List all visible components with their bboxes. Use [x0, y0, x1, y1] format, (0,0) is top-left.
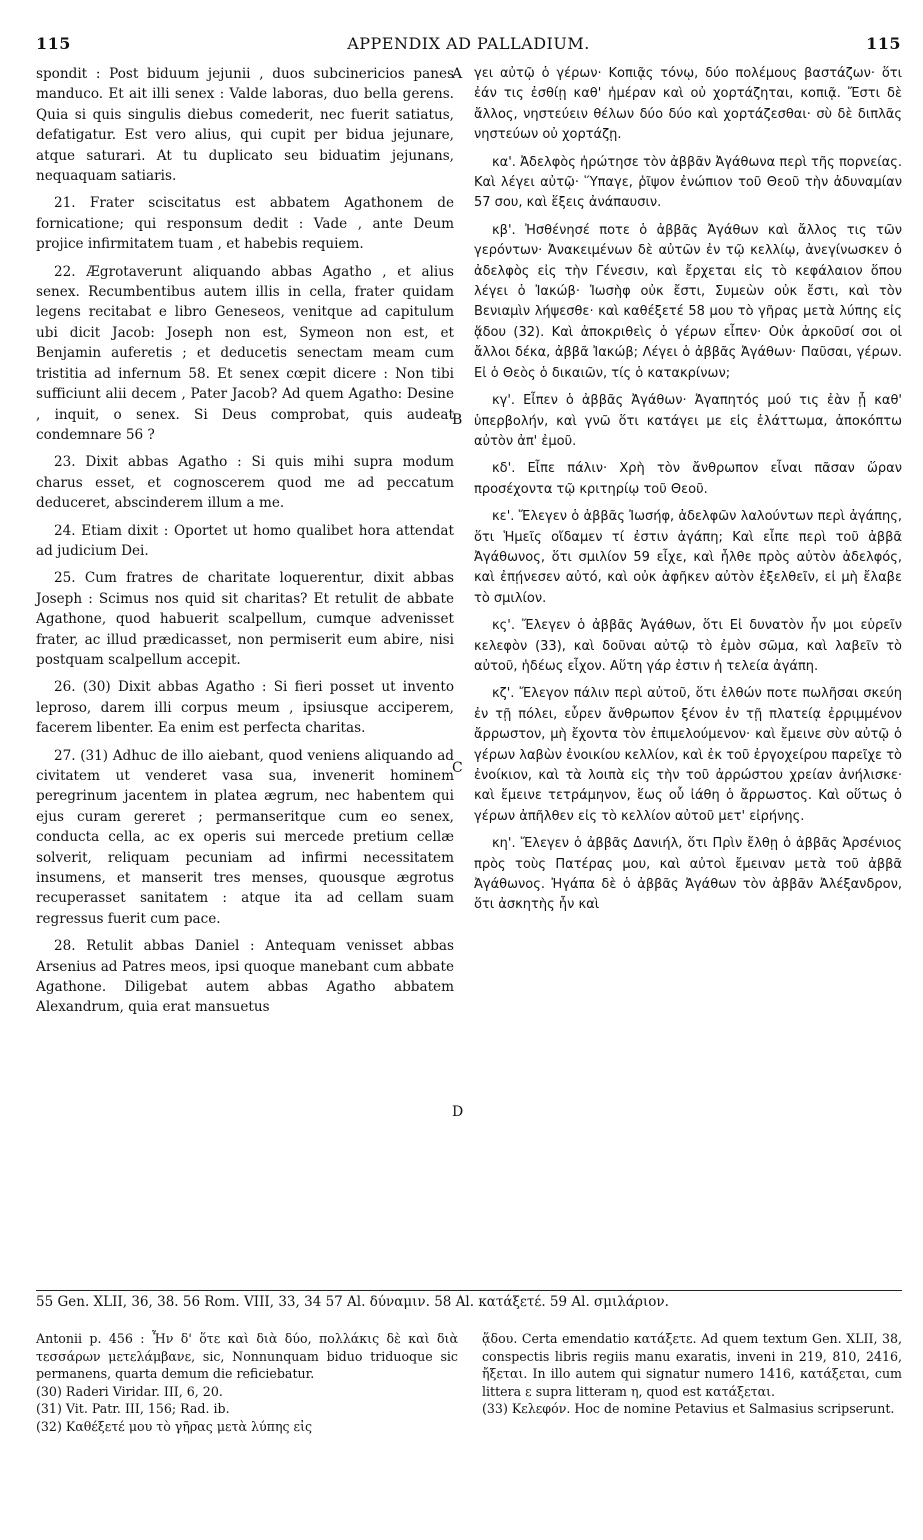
page-number-left: 115: [36, 34, 71, 53]
latin-paragraph: spondit : Post biduum jejunii , duos subcinericios panes manduco. Et ait illi senex : Valde laboras, duo bella gerens. Quia si quis singulis diebus comederit, nec fuerit satiatus, defatigatur. Est vero alius, qui cupit per bidua jejunare, atque saturari. At tu duplicato seu biduatim jejunans, nequaquam satiaris.: [36, 66, 454, 185]
greek-paragraph: κη'. Ἔλεγεν ὁ ἀββᾶς Δανιήλ, ὅτι Πρὶν ἔλθῃ ὁ ἀββᾶς Ἀρσένιος πρὸς τοὺς Πατέρας μου, καὶ αὐτοὶ ἔμειναν μετὰ τοῦ ἀββᾶ Ἀγάθωνος. Ἠγάπα δὲ ὁ ἀββᾶς Ἀγάθων τὸν ἀββᾶν Ἀλέξανδρον, ὅτι ἀσκητὴς ἦν καὶ: [474, 836, 902, 913]
note-entry: (30) Raderi Viridar. III, 6, 20.: [36, 1383, 223, 1399]
latin-column: [36, 64, 454, 1025]
note-entry: Antonii p. 456 : Ἦν δ' ὅτε καὶ διὰ δύο, πολλάκις δὲ καὶ διὰ τεσσάρων μετελάμβανε, sic, Nonnunquam biduo triduoque sic permanens, quarta demum die reficiebatur.: [36, 1331, 458, 1381]
running-title: APPENDIX AD PALLADIUM.: [347, 34, 590, 53]
notes-left-column: [36, 1330, 458, 1435]
greek-paragraph: κδ'. Εἶπε πάλιν· Χρὴ τὸν ἄνθρωπον εἶναι πᾶσαν ὥραν προσέχοντα τῷ κριτηρίῳ τοῦ Θεοῦ.: [474, 461, 902, 497]
latin-paragraph: 22. Ægrotaverunt aliquando abbas Agatho , et alius senex. Recumbentibus autem illis in cella, frater quidam legens recitabat e libro Geneseos, venitque ad capitulum ubi dicit Jacob: Joseph non est, Symeon non est, et Benjamin auferetis ; et deducetis senectam meam cum tristitia ad infernum 58. Et senex cœpit dicere : Non tibi sufficiunt alii decem , Pater Jacob? Ad quem Agatho: Desine , inquit, o senex. Si Deus comprobat, quis audeat condemnare 56 ?: [36, 263, 454, 443]
latin-paragraph: 24. Etiam dixit : Oportet ut homo qualibet hora attendat ad judicium Dei.: [36, 522, 454, 559]
margin-marker-d: D: [452, 1104, 464, 1120]
greek-paragraph: κζ'. Ἔλεγον πάλιν περὶ αὐτοῦ, ὅτι ἐλθών ποτε πωλῆσαι σκεύη ἐν τῇ πόλει, εὗρεν ἄνθρωπον ξένον ἐν τῇ πλατείᾳ ἐρριμμένον ἄρρωστον, μὴ ἔχοντα τὸν ἐπιμελούμενον· καὶ ἔμεινε σὺν αὐτῷ ὁ γέρων λαβὼν ἐνοικίου κελλίον, καὶ ἐκ τοῦ ἐργοχείρου παρεῖχε τὸ ἐνοίκιον, καὶ τὰ λοιπὰ εἰς τὴν τοῦ ἀρρώστου χρείαν ἀνήλισκε· καὶ ἔμεινε τετράμηνον, ἕως οὗ ἰάθη ὁ ἄρρωστος. Καὶ οὕτως ὁ γέρων ἀπῆλθεν εἰς τὸ κελλίον αὐτοῦ μετ' εἰρήνης.: [474, 686, 902, 824]
latin-paragraph: 28. Retulit abbas Daniel : Antequam venisset abbas Arsenius ad Patres meos, ipsi quoque manebant cum abbate Agathone. Diligebat autem abbas Agatho abbatem Alexandrum, quia erat mansuetus: [36, 938, 454, 1016]
footnote-divider: [36, 1290, 902, 1291]
greek-paragraph: κγ'. Εἶπεν ὁ ἀββᾶς Ἀγάθων· Ἀγαπητός μού τις ἐὰν ᾖ καθ' ὑπερβολήν, καὶ γνῶ ὅτι κατάγει με εἰς ἐλάττωμα, ἀποκόπτω αὐτὸν ἀπ' ἐμοῦ.: [474, 393, 902, 449]
note-entry: (31) Vit. Patr. III, 156; Rad. ib.: [36, 1401, 230, 1416]
note-entry: (33) Κελεφόν. Hoc de nomine Petavius et Salmasius scripserunt.: [482, 1401, 895, 1416]
latin-paragraph: 25. Cum fratres de charitate loquerentur, dixit abbas Joseph : Scimus nos quid sit charitas? Et retulit de abbate Agathone, quod habuerit scalpellum, cumque advenisset frater, ac illud prædicasset, non permiserit eum abire, nisi postquam scalpellum accepit.: [36, 570, 454, 668]
latin-paragraph: 27. (31) Adhuc de illo aiebant, quod veniens aliquando ad civitatem ut venderet vasa sua, invenerit hominem peregrinum jacentem in platea ægrum, nec habentem qui ejus curam gereret ; permanseritque cum eo senex, conducta cella, ac ex operis sui mercede pretium cellæ solverit, reliquam pecuniam ad infirmi necessitatem insumens, et manserit tres menses, quousque ægrotus recuperasset sanitatem : atque ita ad cellam suam regressus fuerit cum pace.: [36, 747, 454, 927]
latin-paragraph: 23. Dixit abbas Agatho : Si quis mihi supra modum charus esset, et cognoscerem quod me ad peccatum deduceret, abscinderem illum a me.: [36, 454, 454, 512]
greek-paragraph: κε'. Ἔλεγεν ὁ ἀββᾶς Ἰωσήφ, ἀδελφῶν λαλούντων περὶ ἀγάπης, ὅτι Ἡμεῖς οἴδαμεν τί ἐστιν ἀγάπη; Καὶ εἶπε περὶ τοῦ ἀββᾶ Ἀγάθωνος, ὅτι σμιλίον 59 εἶχε, καὶ ἦλθε πρὸς αὐτὸν ἀδελφός, καὶ ἐπῄνεσεν αὐτό, καὶ οὐκ ἀφῆκεν αὐτὸν ἐξελθεῖν, εἰ μὴ ἔλαβε τὸ σμιλίον.: [474, 509, 902, 606]
greek-paragraph: κβ'. Ἠσθένησέ ποτε ὁ ἀββᾶς Ἀγάθων καὶ ἄλλος τις τῶν γερόντων· Ἀνακειμένων δὲ αὐτῶν ἐν τῷ κελλίῳ, ἀνεγίνωσκεν ὁ ἀδελφὸς εἰς τὴν Γένεσιν, καὶ ἔρχεται εἰς τὸ κεφάλαιον ὅπου λέγει ὁ Ἰακώβ· Ἰωσὴφ οὐκ ἔστι, Συμεὼν οὐκ ἔστι, καὶ τὸν Βενιαμὶν λήψεσθε· καὶ καθέξετέ 58 μου τὸ γῆρας μετὰ λύπης εἰς ᾅδου (32). Καὶ ἀποκριθεὶς ὁ γέρων εἶπεν· Οὐκ ἀρκοῦσί σοι οἱ ἄλλοι δέκα, ἀββᾶ Ἰακώβ; Λέγει ὁ ἀββᾶς Ἀγάθων· Παῦσαι, γέρων. Εἰ ὁ Θεὸς ὁ δικαιῶν, τίς ὁ κατακρίνων;: [474, 222, 902, 381]
margin-marker-c: C: [452, 760, 463, 776]
page-number-right: 115: [866, 34, 901, 53]
footnote-references: 55 Gen. XLII, 36, 38. 56 Rom. VIII, 33, 34 57 Al. δύναμιν. 58 Al. κατάξετέ. 59 Al. σμιλάριον.: [36, 1294, 669, 1310]
greek-column: [474, 64, 902, 923]
note-entry: ᾅδου. Certa emendatio κατάξετε. Ad quem textum Gen. XLII, 38, conspectis libris regiis manu exaratis, inveni in 219, 810, 2416, ἤξεται. In illo autem qui signatur numero 1416, κατάξεται, cum littera ε supra litteram η, quod est κατάξεται.: [482, 1331, 902, 1399]
margin-marker-b: B: [452, 412, 463, 428]
note-entry: (32) Καθέξετέ μου τὸ γῆρας μετὰ λύπης εἰς: [36, 1418, 313, 1434]
greek-paragraph: κα'. Ἀδελφὸς ἠρώτησε τὸν ἀββᾶν Ἀγάθωνα περὶ τῆς πορνείας. Καὶ λέγει αὐτῷ· Ὕπαγε, ῥῖψον ἐνώπιον τοῦ Θεοῦ τὴν ἀδυναμίαν 57 σου, καὶ ἕξεις ἀνάπαυσιν.: [474, 154, 902, 211]
margin-marker-a: A: [452, 66, 463, 82]
greek-paragraph: κς'. Ἔλεγεν ὁ ἀββᾶς Ἀγάθων, ὅτι Εἰ δυνατὸν ἦν μοι εὑρεῖν κελεφὸν (33), καὶ δοῦναι αὐτῷ τὸ ἐμὸν σῶμα, καὶ λαβεῖν τὸ αὐτοῦ, ἡδέως εἶχον. Αὕτη γάρ ἐστιν ἡ τελεία ἀγάπη.: [474, 618, 902, 674]
latin-paragraph: 21. Frater sciscitatus est abbatem Agathonem de fornicatione; qui responsum dedit : Vade , ante Deum projice infirmitatem tuam , et habebis requiem.: [36, 195, 454, 253]
greek-paragraph: γει αὐτῷ ὁ γέρων· Κοπιᾷς τόνῳ, δύο πολέμους βαστάζων· ὅτι ἐάν τις ἐσθίῃ καθ' ἡμέραν καὶ οὐ χορτάζηται, κοπιᾷ. Ἔστι δὲ ἄλλος, νηστεύειν θέλων δύο δύο καὶ χορτάζεσθαι· σὺ δὲ διπλᾶς νηστεύων οὐ χορτάζῃ.: [474, 66, 902, 143]
notes-right-column: [482, 1330, 902, 1418]
latin-paragraph: 26. (30) Dixit abbas Agatho : Si fieri posset ut invento leproso, darem illi corpus meum , ipsiusque acciperem, facerem libenter. Ea enim est perfecta charitas.: [36, 679, 454, 737]
page-header: [36, 34, 901, 56]
